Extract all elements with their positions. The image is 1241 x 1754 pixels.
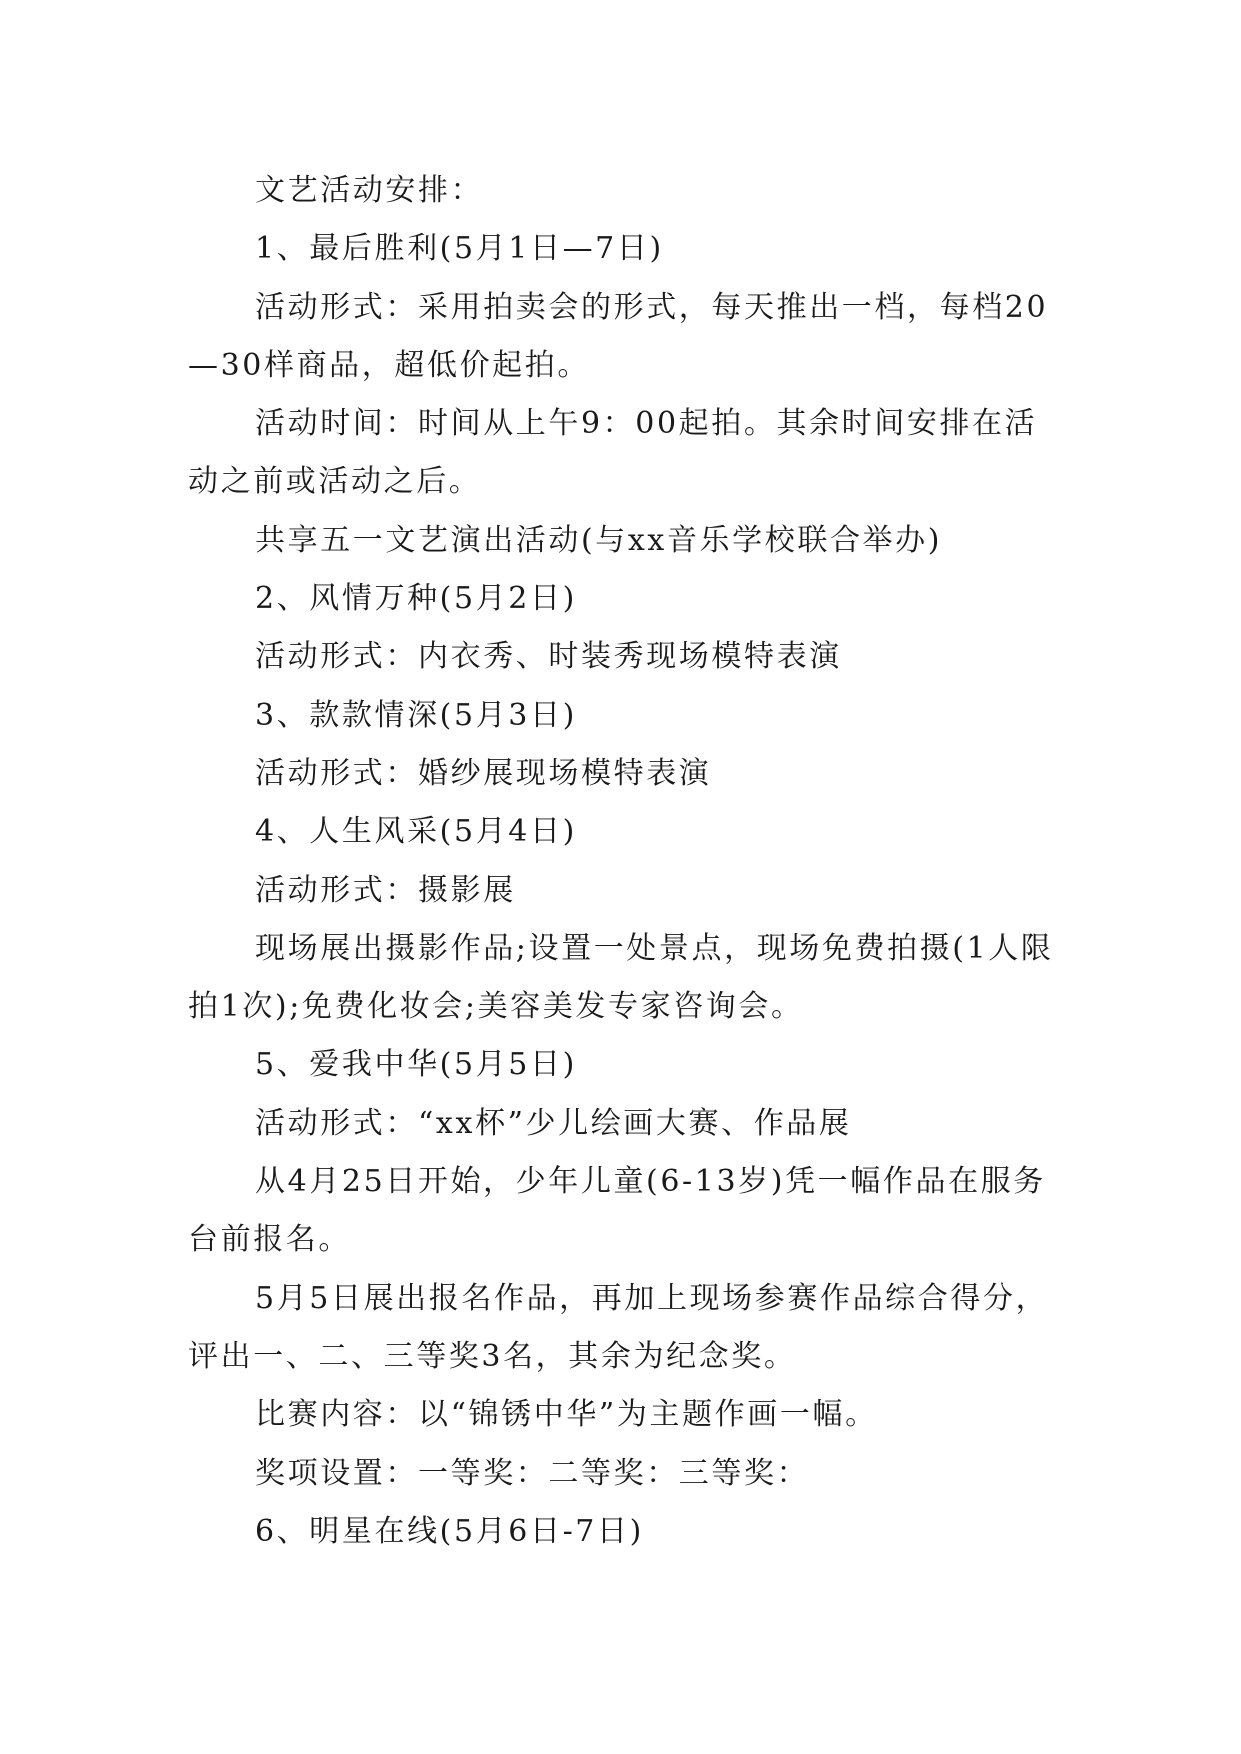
paragraph: 从4月25日开始，少年儿童(6-13岁)凭一幅作品在服务台前报名。 bbox=[188, 1164, 1046, 1258]
paragraph: 5月5日展出报名作品，再加上现场参赛作品综合得分，评出一、二、三等奖3名，其余为纪念奖。 bbox=[188, 1280, 1049, 1374]
activity-title-3: 3、款款情深(5月3日) bbox=[255, 697, 577, 733]
paragraph: 共享五一文艺演出活动(与xx音乐学校联合举办) bbox=[255, 522, 943, 558]
paragraph: 活动时间：时间从上午9：00起拍。其余时间安排在活动之前或活动之后。 bbox=[188, 406, 1038, 500]
activity-title-1: 1、最后胜利(5月1日—7日) bbox=[255, 231, 664, 267]
paragraph: 活动形式：采用拍卖会的形式，每天推出一档，每档20—30样商品，超低价起拍。 bbox=[188, 289, 1049, 383]
paragraph: 奖项设置：一等奖：二等奖：三等奖： bbox=[255, 1455, 810, 1491]
document-body bbox=[188, 162, 1068, 1561]
paragraph: 活动形式：婚纱展现场模特表演 bbox=[255, 755, 712, 791]
paragraph: 活动形式：摄影展 bbox=[255, 872, 516, 908]
activity-title-2: 2、风情万种(5月2日) bbox=[255, 581, 577, 617]
paragraph: 活动形式：“xx杯”少儿绘画大赛、作品展 bbox=[255, 1105, 852, 1141]
paragraph: 活动形式：内衣秀、时装秀现场模特表演 bbox=[255, 639, 842, 675]
section-heading: 文艺活动安排： bbox=[255, 173, 484, 208]
activity-title-6: 6、明星在线(5月6日-7日) bbox=[255, 1513, 644, 1549]
paragraph: 现场展出摄影作品;设置一处景点，现场免费拍摄(1人限拍1次);免费化妆会;美容美发专家咨询会。 bbox=[188, 930, 1054, 1025]
paragraph: 比赛内容：以“锦锈中华”为主题作画一幅。 bbox=[255, 1397, 878, 1433]
activity-title-5: 5、爱我中华(5月5日) bbox=[255, 1047, 577, 1083]
activity-title-4: 4、人生风采(5月4日) bbox=[255, 814, 577, 850]
